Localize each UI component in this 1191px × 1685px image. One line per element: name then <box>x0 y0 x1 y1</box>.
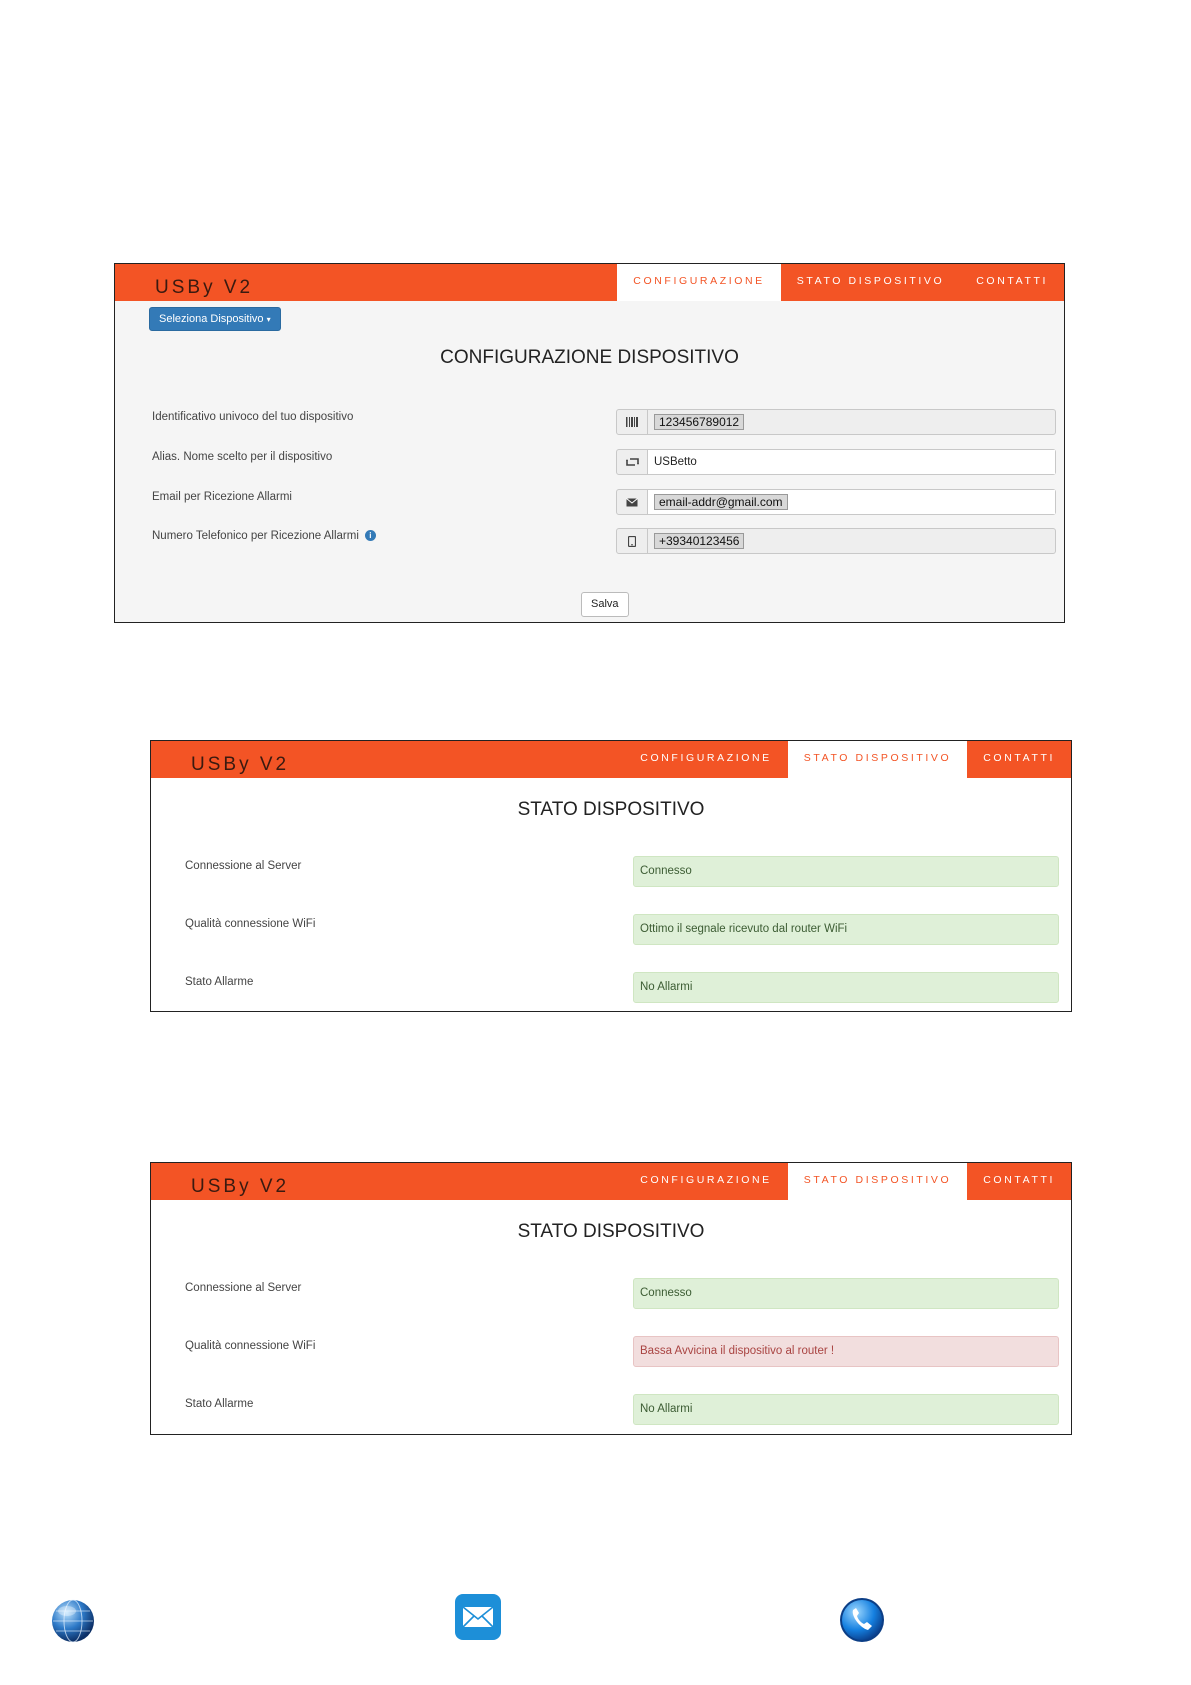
email-input[interactable] <box>648 490 1055 514</box>
server-connection-label: Connessione al Server <box>185 1282 302 1294</box>
email-label: Email per Ricezione Allarmi <box>152 491 292 503</box>
alarm-state-status: No Allarmi <box>633 1394 1059 1425</box>
page-title: STATO DISPOSITIVO <box>517 799 705 820</box>
caret-down-icon: ▾ <box>266 315 271 324</box>
nav-menu <box>624 741 1071 778</box>
retweet-icon <box>617 450 648 474</box>
device-id-group <box>616 409 1056 435</box>
config-screenshot <box>114 263 1065 623</box>
tab-configurazione[interactable]: CONFIGURAZIONE <box>640 752 772 764</box>
phone-call-icon[interactable] <box>838 1596 886 1649</box>
brand-logo[interactable]: USBy V2 <box>191 754 290 775</box>
tab-stato-dispositivo[interactable]: STATO DISPOSITIVO <box>788 741 967 778</box>
navbar <box>115 264 1064 301</box>
nav-menu <box>624 1163 1071 1200</box>
server-connection-status: Connesso <box>633 856 1059 887</box>
mail-icon[interactable] <box>454 1593 502 1646</box>
tab-configurazione[interactable]: CONFIGURAZIONE <box>617 264 780 301</box>
wifi-quality-status: Ottimo il segnale ricevuto dal router WiFi <box>633 914 1059 945</box>
status-body <box>151 778 1071 1011</box>
barcode-icon <box>617 410 648 434</box>
envelope-icon <box>617 490 648 514</box>
globe-icon[interactable] <box>50 1598 96 1649</box>
device-id-field[interactable] <box>648 410 1055 434</box>
device-id-label: Identificativo univoco del tuo dispositivo <box>152 411 354 423</box>
phone-field[interactable] <box>648 529 1055 553</box>
info-icon[interactable]: i <box>365 530 376 541</box>
tab-stato-dispositivo[interactable]: STATO DISPOSITIVO <box>796 275 945 287</box>
brand-logo[interactable]: USBy V2 <box>155 277 254 298</box>
server-connection-status: Connesso <box>633 1278 1059 1309</box>
phone-label-text: Numero Telefonico per Ricezione Allarmi <box>152 530 359 542</box>
email-value: email-addr@gmail.com <box>654 494 788 510</box>
config-body <box>115 301 1064 622</box>
brand-logo[interactable]: USBy V2 <box>191 1176 290 1197</box>
tab-configurazione[interactable]: CONFIGURAZIONE <box>640 1174 772 1186</box>
select-device-button[interactable] <box>149 307 281 331</box>
phone-icon <box>617 529 648 553</box>
email-group <box>616 489 1056 515</box>
navbar <box>151 741 1071 778</box>
page-title: CONFIGURAZIONE DISPOSITIVO <box>440 347 739 368</box>
device-id-value: 123456789012 <box>654 414 744 430</box>
nav-menu <box>617 264 1064 301</box>
wifi-quality-status: Bassa Avvicina il dispositivo al router ! <box>633 1336 1059 1367</box>
alarm-state-label: Stato Allarme <box>185 976 254 988</box>
server-connection-label: Connessione al Server <box>185 860 302 872</box>
navbar <box>151 1163 1071 1200</box>
phone-label <box>152 530 376 542</box>
phone-value: +39340123456 <box>654 533 744 549</box>
save-button[interactable]: Salva <box>581 592 629 617</box>
alias-group <box>616 449 1056 475</box>
alias-input[interactable]: USBetto <box>648 450 1055 474</box>
status-body <box>151 1200 1071 1434</box>
status-bad-screenshot <box>150 1162 1072 1435</box>
select-device-label: Seleziona Dispositivo <box>159 313 264 325</box>
page-title: STATO DISPOSITIVO <box>517 1221 705 1242</box>
alarm-state-label: Stato Allarme <box>185 1398 254 1410</box>
phone-group <box>616 528 1056 554</box>
tab-stato-dispositivo[interactable]: STATO DISPOSITIVO <box>788 1163 967 1200</box>
tab-contatti[interactable]: CONTATTI <box>983 1174 1055 1186</box>
alarm-state-status: No Allarmi <box>633 972 1059 1003</box>
status-good-screenshot <box>150 740 1072 1012</box>
tab-contatti[interactable]: CONTATTI <box>983 752 1055 764</box>
wifi-quality-label: Qualità connessione WiFi <box>185 918 316 930</box>
tab-contatti[interactable]: CONTATTI <box>976 275 1048 287</box>
alias-label: Alias. Nome scelto per il dispositivo <box>152 451 333 463</box>
wifi-quality-label: Qualità connessione WiFi <box>185 1340 316 1352</box>
